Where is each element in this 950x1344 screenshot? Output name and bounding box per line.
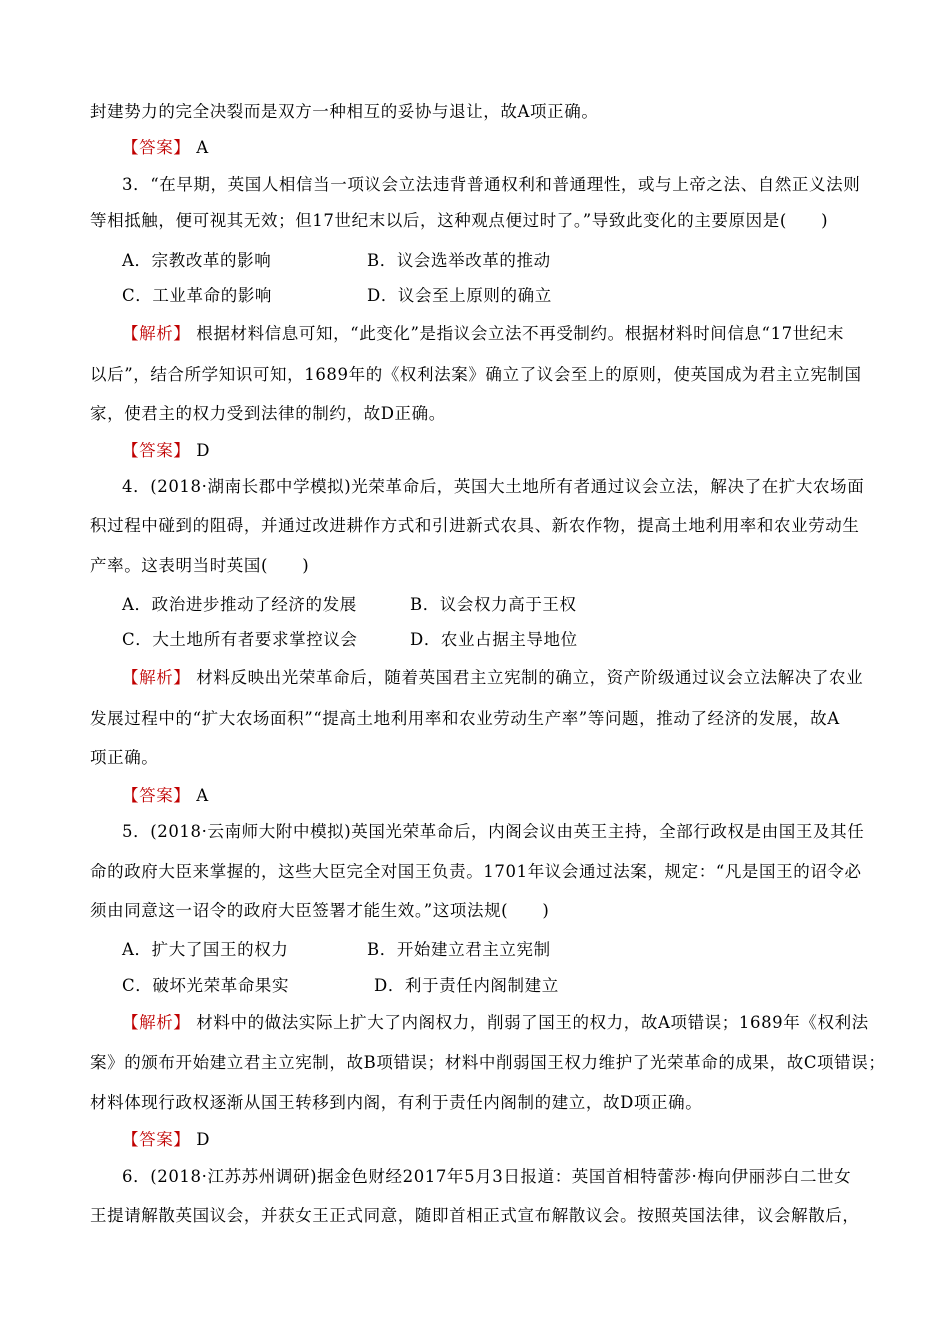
q3-stem-line: 3．“在早期，英国人相信当一项议会立法违背普通权利和普通理性，或与上帝之法、自然正义法则 bbox=[122, 175, 861, 194]
answer-tag: 【答案】 bbox=[122, 441, 191, 460]
q5-stem-line: 须由同意这一诏令的政府大臣签署才能生效。”这项法规( ) bbox=[90, 901, 550, 920]
q4-answer bbox=[122, 786, 902, 806]
intro-line: 封建势力的完全决裂而是双方一种相互的妥协与退让，故A项正确。 bbox=[90, 102, 599, 121]
q4-option-d: D．农业占据主导地位 bbox=[410, 630, 578, 649]
q5-analysis-line: 材料体现行政权逐渐从国王转移到内阁，有利于责任内阁制的建立，故D项正确。 bbox=[90, 1093, 703, 1112]
q4-stem-line: 4．(2018·湖南长郡中学模拟)光荣革命后，英国大土地所有者通过议会立法，解决了在扩大农场面 bbox=[122, 477, 865, 496]
analysis-tag: 【解析】 bbox=[122, 1013, 191, 1032]
q6-stem-line: 王提请解散英国议会，并获女王正式同意，随即首相正式宣布解散议会。按照英国法律，议会解散后， bbox=[90, 1206, 860, 1225]
q3-option-b: B．议会选举改革的推动 bbox=[367, 251, 551, 270]
answer-tag: 【答案】 bbox=[122, 138, 191, 157]
q5-analysis: 【解析】 材料中的做法实际上扩大了内阁权力，削弱了国王的权力，故A项错误；1689年《权利法 bbox=[122, 1013, 869, 1032]
q5-analysis-line: 案》的颁布开始建立君主立宪制，故B项错误；材料中削弱国王权力维护了光荣革命的成果，故C项错误； bbox=[90, 1053, 886, 1072]
q5-stem-line: 命的政府大臣来掌握的，这些大臣完全对国王负责。1701年议会通过法案，规定：“凡是国王的诏令必 bbox=[90, 862, 862, 881]
q3-analysis-line: 以后”，结合所学知识可知，1689年的《权利法案》确立了议会至上的原则，使英国成为君主立宪制国 bbox=[90, 365, 862, 384]
q4-option-b: B．议会权力高于王权 bbox=[410, 595, 577, 614]
answer-value: D bbox=[196, 1130, 211, 1149]
analysis-tag: 【解析】 bbox=[122, 324, 191, 343]
q5-stem-line: 5．(2018·云南师大附中模拟)英国光荣革命后，内阁会议由英王主持，全部行政权是由国王及其任 bbox=[122, 822, 865, 841]
analysis-tag: 【解析】 bbox=[122, 668, 191, 687]
q3-stem-line: 等相抵触，便可视其无效；但17世纪末以后，这种观点便过时了。”导致此变化的主要原因是( ) bbox=[90, 211, 829, 230]
q4-analysis-line: 项正确。 bbox=[90, 748, 159, 767]
q3-analysis-line: 家，使君主的权力受到法律的制约，故D正确。 bbox=[90, 404, 446, 423]
q4-analysis-line: 发展过程中的“扩大农场面积”“提高土地利用率和农业劳动生产率”等问题，推动了经济的发展，故A bbox=[90, 709, 840, 728]
q4-analysis: 【解析】 材料反映出光荣革命后，随着英国君主立宪制的确立，资产阶级通过议会立法解决了农业 bbox=[122, 668, 864, 687]
answer-value: A bbox=[196, 786, 209, 805]
q4-stem-line: 积过程中碰到的阻碍，并通过改进耕作方式和引进新式农具、新农作物，提高土地利用率和农业劳动生 bbox=[90, 516, 860, 535]
answer-tag: 【答案】 bbox=[122, 1130, 191, 1149]
q5-option-d: D．利于责任内阁制建立 bbox=[374, 976, 559, 995]
q5-option-c: C．破坏光荣革命果实 bbox=[122, 976, 290, 995]
q3-option-d: D．议会至上原则的确立 bbox=[367, 286, 552, 305]
q4-option-c: C．大土地所有者要求掌控议会 bbox=[122, 630, 358, 649]
q3-option-a: A．宗教改革的影响 bbox=[122, 251, 272, 270]
q5-option-b: B．开始建立君主立宪制 bbox=[367, 940, 551, 959]
q5-option-a: A．扩大了国王的权力 bbox=[122, 940, 289, 959]
q3-answer bbox=[122, 441, 902, 461]
answer-value: A bbox=[196, 138, 209, 157]
q3-option-c: C．工业革命的影响 bbox=[122, 286, 273, 305]
answer-tag: 【答案】 bbox=[122, 786, 191, 805]
q4-option-a: A．政治进步推动了经济的发展 bbox=[122, 595, 357, 614]
q6-stem-line: 6．(2018·江苏苏州调研)据金色财经2017年5月3日报道：英国首相特蕾莎·梅向伊丽莎白二世女 bbox=[122, 1167, 852, 1186]
answer-value: D bbox=[196, 441, 211, 460]
q4-stem-line: 产率。这表明当时英国( ) bbox=[90, 556, 310, 575]
answer-2 bbox=[122, 138, 902, 158]
q3-analysis: 【解析】 根据材料信息可知，“此变化”是指议会立法不再受制约。根据材料时间信息“17世纪末 bbox=[122, 324, 845, 343]
q5-answer bbox=[122, 1130, 902, 1150]
